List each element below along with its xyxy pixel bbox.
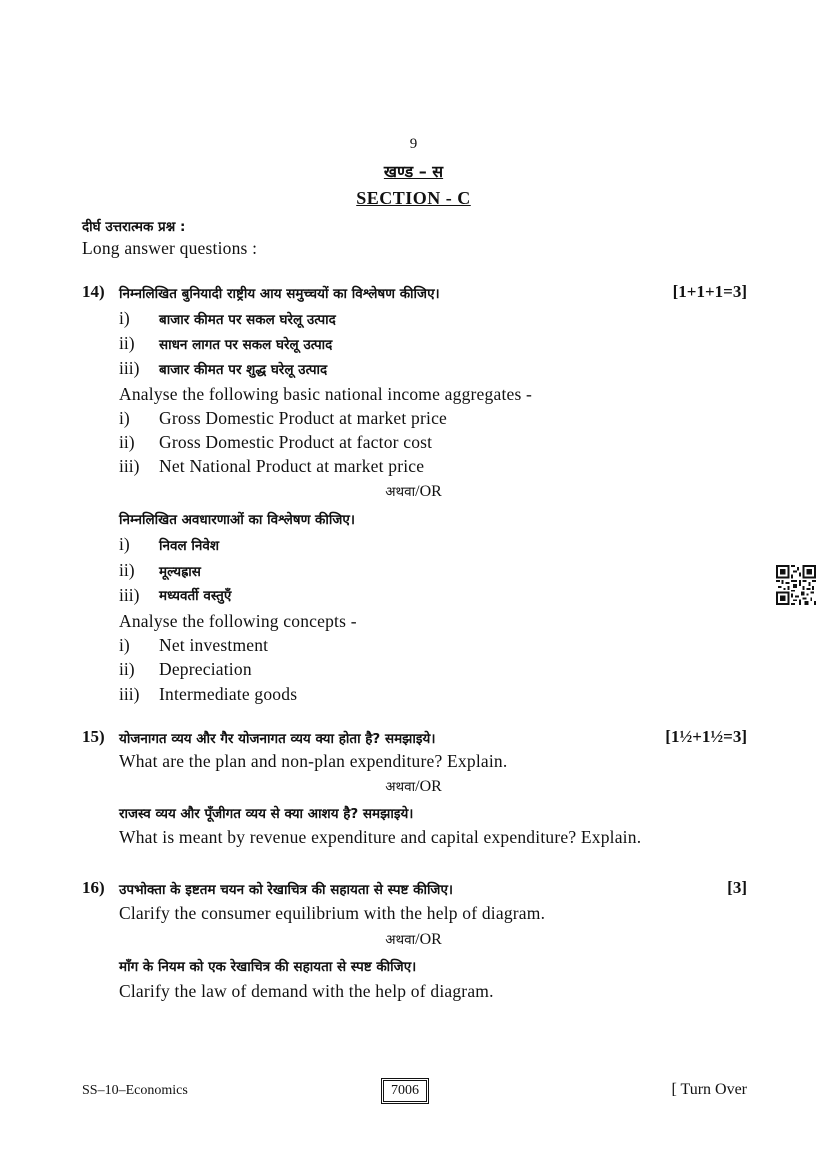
alt-question-english: Clarify the law of demand with the help of diagram. xyxy=(119,981,494,1001)
item-label: i) xyxy=(119,308,130,328)
or-divider: अथवा/OR xyxy=(385,778,442,795)
or-divider: अथवा/OR xyxy=(385,931,442,948)
question-marks: [1+1+1=3] xyxy=(672,282,747,301)
item-label: ii) xyxy=(119,432,135,452)
item-label: i) xyxy=(119,408,130,428)
alt-question-hindi: निम्नलिखित अवधारणाओं का विश्लेषण कीजिए। xyxy=(119,512,356,528)
question-hindi: योजनागत व्यय और गैर योजनागत व्यय क्या होता है? समझाइये। xyxy=(119,731,436,747)
question-marks: [3] xyxy=(727,878,747,897)
question-marks: [1½+1½=3] xyxy=(665,727,747,746)
item-text-english: Gross Domestic Product at factor cost xyxy=(159,432,433,452)
or-divider: अथवा/OR xyxy=(385,483,442,500)
qr-code-icon xyxy=(776,565,816,605)
item-text-english: Net National Product at market price xyxy=(159,456,425,476)
item-text-hindi: मध्यवर्ती वस्तुएँ xyxy=(159,588,232,604)
question-number: 15) xyxy=(82,727,105,746)
item-text-english: Gross Domestic Product at market price xyxy=(159,408,448,428)
item-label: i) xyxy=(119,534,130,554)
item-text-english: Depreciation xyxy=(159,659,252,679)
instruction-hindi: दीर्घ उत्तरात्मक प्रश्न : xyxy=(82,219,186,235)
question-hindi: उपभोक्ता के इष्टतम चयन को रेखाचित्र की सहायता से स्पष्ट कीजिए। xyxy=(119,882,454,898)
alt-question-english: What is meant by revenue expenditure and capital expenditure? Explain. xyxy=(119,827,642,847)
item-label: ii) xyxy=(119,659,135,679)
question-english: What are the plan and non-plan expenditure? Explain. xyxy=(119,751,508,771)
alt-question-hindi: माँग के नियम को एक रेखाचित्र की सहायता से स्पष्ट कीजिए। xyxy=(119,959,417,975)
instruction-english: Long answer questions : xyxy=(82,238,258,258)
item-label: iii) xyxy=(119,358,140,378)
turn-over: [ Turn Over xyxy=(671,1081,747,1098)
question-hindi: निम्नलिखित बुनियादी राष्ट्रीय आय समुच्चयों का विश्लेषण कीजिए। xyxy=(119,286,440,302)
item-label: iii) xyxy=(119,456,140,476)
question-number: 16) xyxy=(82,878,105,897)
item-text-hindi: निवल निवेश xyxy=(159,538,220,554)
item-text-hindi: बाजार कीमत पर सकल घरेलू उत्पाद xyxy=(159,312,336,328)
item-label: ii) xyxy=(119,333,135,353)
question-english: Analyse the following basic national income aggregates - xyxy=(119,384,533,404)
item-label: iii) xyxy=(119,684,140,704)
section-title-hindi: खण्ड – स xyxy=(383,162,444,181)
item-label: iii) xyxy=(119,585,140,605)
alt-question-english: Analyse the following concepts - xyxy=(119,611,357,631)
section-title-english: SECTION - C xyxy=(356,188,471,208)
alt-question-hindi: राजस्व व्यय और पूँजीगत व्यय से क्या आशय है? समझाइये। xyxy=(119,806,414,822)
box-code: 7006 xyxy=(383,1080,427,1102)
page-number: 9 xyxy=(409,136,418,152)
item-text-english: Net investment xyxy=(159,635,269,655)
question-number: 14) xyxy=(82,282,105,301)
item-text-english: Intermediate goods xyxy=(159,684,298,704)
item-label: i) xyxy=(119,635,130,655)
item-label: ii) xyxy=(119,560,135,580)
item-text-hindi: बाजार कीमत पर शुद्ध घरेलू उत्पाद xyxy=(159,362,328,378)
item-text-hindi: साधन लागत पर सकल घरेलू उत्पाद xyxy=(159,337,333,353)
item-text-hindi: मूल्यह्रास xyxy=(159,564,201,580)
question-english: Clarify the consumer equilibrium with the help of diagram. xyxy=(119,903,546,923)
paper-code: SS–10–Economics xyxy=(82,1083,188,1098)
